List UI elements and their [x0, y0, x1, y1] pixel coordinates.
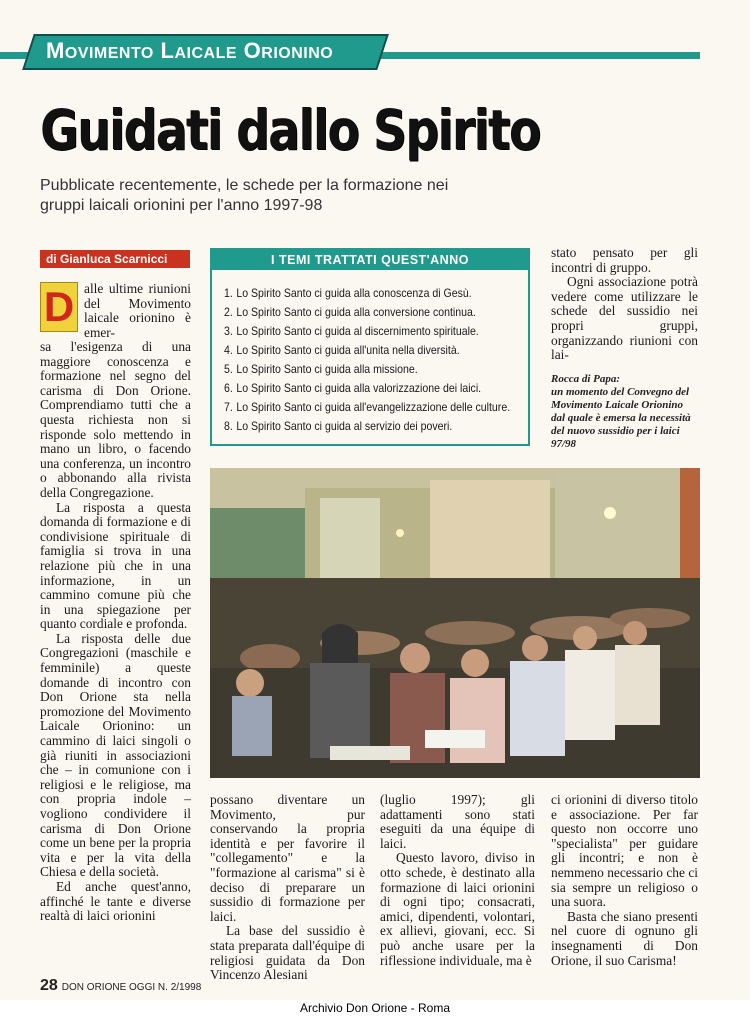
magazine-issue: DON ORIONE OGGI N. 2/1998 [61, 982, 202, 993]
topic-item: 2. Lo Spirito Santo ci guida alla conversione continua. [224, 305, 476, 319]
column-4-top: stato pensato per gli incontri di gruppo. Ogni associazione potrà vedere come utilizzare le schede del sussidio nei propri gruppi, organizzando riunioni con lai- [551, 245, 698, 363]
article-title: Guidati dallo Spirito [40, 98, 540, 162]
column-2: possano diventare un Movimento, pur conservando la propria identità e per favorire il "collegamento" e la "formazione al carisma" si è deciso di preparare un sussidio di formazione per laici. La base del sussidio è stata preparata dall'équipe di religiosi guidata da Don Vincenzo Alesiani [210, 792, 365, 983]
topics-heading: I TEMI TRATTATI QUEST'ANNO [212, 250, 528, 270]
topic-item: 4. Lo Spirito Santo ci guida all'unita nella diversità. [224, 343, 460, 357]
column-3: (luglio 1997); gli adattamenti sono stati eseguiti da una équipe di laici. Questo lavoro, diviso in otto schede, è destinato alla formazione di laici orionini di ogni tipo; consacrati, amici, dipendenti, volontari, ex allievi, giovani, ecc. Si può anche usare per la riflessione individuale, ma è [380, 792, 535, 968]
topic-item: 5. Lo Spirito Santo ci guida alla missione. [224, 362, 418, 376]
page-number: 28 [40, 977, 58, 994]
topic-item: 6. Lo Spirito Santo ci guida alla valorizzazione dei laici. [224, 381, 482, 395]
column-4: ci orionini di diverso titolo e associazione. Per far questo non occorre uno "specialista" per guidare gli incontri; e non è nemmeno necessario che ci sia sempre un religioso o una suora. Basta che siano presenti nel cuore di ognuno gli insegnamenti di Don Orione, il suo Carisma! [551, 792, 698, 968]
topics-list [224, 284, 524, 436]
byline: di Gianluca Scarnicci [40, 250, 190, 268]
audience-illustration [210, 468, 700, 778]
topic-item: 7. Lo Spirito Santo ci guida all'evangelizzazione delle culture. [224, 400, 511, 414]
drop-cap: D [40, 282, 78, 332]
column-1-lead: alle ultime riunioni del Movimento laicale orionino è emer- [84, 281, 191, 340]
column-1: sa l'esigenza di una maggiore conoscenza e formazione nel segno del carisma di Don Orione. Comprendiamo tutti che a questa richiesta non si risponde solo mettendo in mano un libro, o facendo una conferenza, un incontro o abbonando alla rivista della Congregazione. La risposta a questa domanda di formazione e di condivisione spirituale di famiglia si trova in una relazione più che in una informazione, in un cammino comune più che in una spiegazione per quanto cordiale e profonda. La risposta delle due Congregazioni (maschile e femminile) a queste domande di incontro con Don Orione sta nella promozione del Movimento Laicale Orionino: un cammino di laici singoli o già riuniti in associazioni che – in comunione con i religiosi e le religiose, ma con propria indole – vogliono condividere il carisma di Don Orione come un bene per la propria vita e per la vita della Chiesa e della società. Ed anche quest'anno, affinché le tante e diverse realtà di laici orionini [40, 339, 191, 924]
topic-item: 1. Lo Spirito Santo ci guida alla conoscenza di Gesù. [224, 286, 472, 300]
conference-photo [210, 468, 700, 778]
topic-item: 3. Lo Spirito Santo ci guida al discernimento spirituale. [224, 324, 479, 338]
page-footer [40, 977, 201, 995]
topic-item: 8. Lo Spirito Santo ci guida al servizio dei poveri. [224, 419, 453, 433]
archive-watermark: Archivio Don Orione - Roma [0, 1000, 750, 1017]
topics-box [210, 248, 530, 446]
section-tag: MOVIMENTO LAICALE ORIONINO [46, 38, 334, 63]
article-subtitle: Pubblicate recentemente, le schede per la formazione nei gruppi laicali orionini per l'anno 1997-98 [40, 177, 449, 214]
photo-caption: Rocca di Papa: un momento del Convegno del Movimento Laicale Orionino dal quale è emersa la necessità del nuovo sussidio per i laici 97/98 [551, 373, 691, 450]
